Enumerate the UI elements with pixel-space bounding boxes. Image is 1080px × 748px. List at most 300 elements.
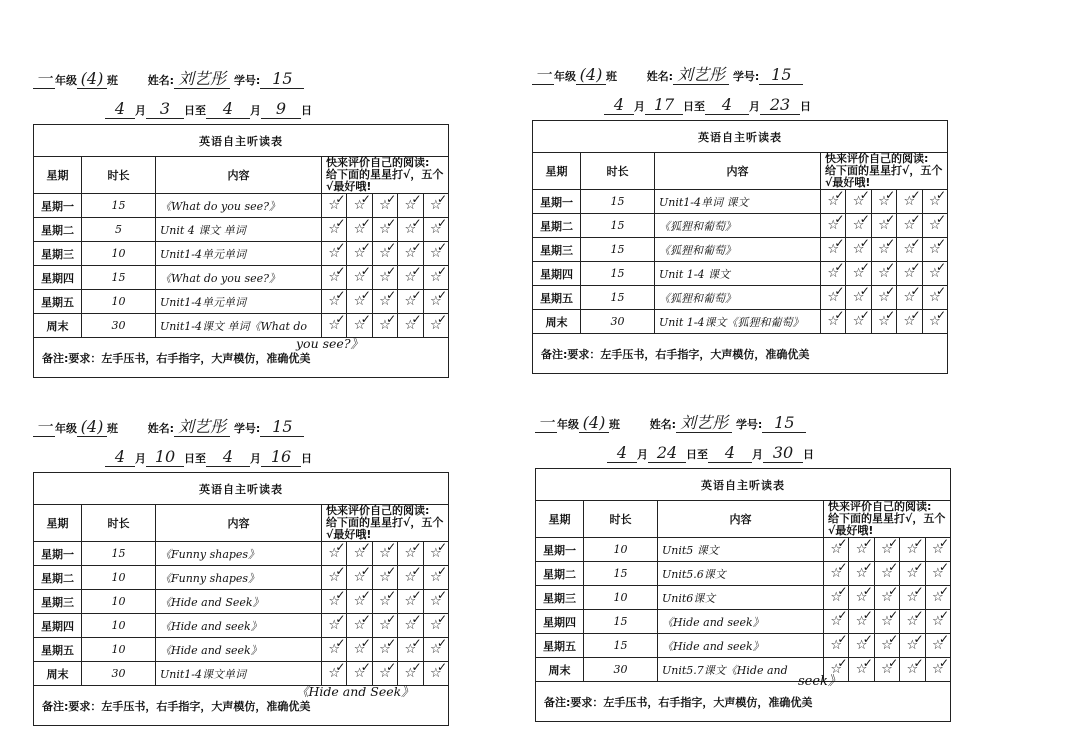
star-checkbox[interactable]: [871, 190, 896, 214]
content-text: 《狐狸和葡萄》: [659, 219, 736, 233]
check-mark-icon: ✓: [837, 584, 848, 598]
star-checkbox[interactable]: [900, 634, 925, 658]
star-checkbox[interactable]: [824, 610, 849, 634]
star-icon: ☆: [328, 642, 341, 657]
month-label: 月: [250, 452, 261, 465]
star-checkbox[interactable]: [821, 214, 846, 238]
star-checkbox[interactable]: [347, 662, 372, 686]
star-checkbox[interactable]: [846, 310, 871, 334]
check-mark-icon: ✓: [335, 288, 346, 302]
star-checkbox[interactable]: [874, 610, 899, 634]
star-checkbox[interactable]: [922, 190, 947, 214]
star-checkbox[interactable]: [925, 538, 950, 562]
day-to-label: 日至: [683, 100, 705, 113]
table-title: 英语自主听读表: [533, 121, 948, 153]
star-icon: ☆: [881, 662, 893, 677]
content-cell: [655, 238, 821, 262]
star-checkbox[interactable]: [372, 566, 397, 590]
star-checkbox[interactable]: [821, 238, 846, 262]
star-checkbox[interactable]: [849, 610, 874, 634]
star-checkbox[interactable]: [322, 614, 347, 638]
star-checkbox[interactable]: [900, 610, 925, 634]
star-checkbox[interactable]: [846, 190, 871, 214]
reading-log-table: [535, 468, 951, 722]
star-checkbox[interactable]: [423, 218, 448, 242]
star-checkbox[interactable]: [372, 314, 397, 338]
star-checkbox[interactable]: [900, 538, 925, 562]
star-icon: ☆: [328, 198, 341, 213]
content-cell: [156, 638, 322, 662]
star-icon: ☆: [353, 642, 366, 657]
star-icon: ☆: [328, 546, 341, 561]
check-mark-icon: ✓: [436, 288, 447, 302]
star-icon: ☆: [928, 194, 941, 209]
notes-row: [536, 674, 951, 722]
star-checkbox[interactable]: [347, 314, 372, 338]
star-checkbox[interactable]: [874, 658, 899, 682]
check-mark-icon: ✓: [938, 584, 949, 598]
table-row: [536, 634, 951, 658]
weekday-cell: 周末: [533, 310, 581, 334]
star-checkbox[interactable]: [925, 634, 950, 658]
star-checkbox[interactable]: [423, 266, 448, 290]
star-checkbox[interactable]: [824, 562, 849, 586]
weekday-cell: 星期二: [34, 218, 82, 242]
star-icon: ☆: [353, 318, 366, 333]
star-checkbox[interactable]: [922, 214, 947, 238]
star-checkbox[interactable]: [322, 194, 347, 218]
notes-row: [34, 338, 449, 378]
star-icon: ☆: [404, 270, 417, 285]
class-value: (4): [579, 414, 609, 433]
star-checkbox[interactable]: [423, 614, 448, 638]
table-row: [34, 614, 449, 638]
star-checkbox[interactable]: [347, 566, 372, 590]
content-text: 《What do you see?》: [160, 271, 281, 285]
weekday-cell: 星期四: [34, 266, 82, 290]
star-icon: ☆: [353, 270, 366, 285]
star-checkbox[interactable]: [372, 614, 397, 638]
check-mark-icon: ✓: [935, 188, 946, 202]
star-checkbox[interactable]: [849, 586, 874, 610]
star-icon: ☆: [903, 266, 916, 281]
weekday-cell: 周末: [34, 314, 82, 338]
star-icon: ☆: [928, 218, 941, 233]
star-icon: ☆: [353, 198, 366, 213]
star-checkbox[interactable]: [874, 562, 899, 586]
content-cell: [156, 194, 322, 218]
eval-line-2: 给下面的星星打√，五个√最好哦!: [828, 512, 946, 537]
star-icon: ☆: [878, 218, 890, 233]
star-checkbox[interactable]: [846, 238, 871, 262]
star-checkbox[interactable]: [398, 590, 423, 614]
star-checkbox[interactable]: [824, 634, 849, 658]
star-icon: ☆: [855, 566, 868, 581]
star-checkbox[interactable]: [322, 590, 347, 614]
check-mark-icon: ✓: [834, 212, 845, 226]
star-checkbox[interactable]: [423, 566, 448, 590]
star-checkbox[interactable]: [922, 310, 947, 334]
check-mark-icon: ✓: [386, 636, 397, 650]
content-cell: [156, 662, 414, 699]
star-checkbox[interactable]: [372, 218, 397, 242]
star-icon: ☆: [429, 642, 442, 657]
check-mark-icon: ✓: [386, 216, 397, 230]
star-checkbox[interactable]: [871, 262, 896, 286]
star-checkbox[interactable]: [871, 286, 896, 310]
star-icon: ☆: [404, 642, 417, 657]
star-checkbox[interactable]: [398, 662, 423, 686]
star-checkbox[interactable]: [372, 662, 397, 686]
student-no-value: 15: [260, 70, 304, 89]
content-cell: [655, 214, 821, 238]
star-checkbox[interactable]: [423, 542, 448, 566]
star-checkbox[interactable]: [897, 214, 922, 238]
star-icon: ☆: [429, 270, 442, 285]
star-checkbox[interactable]: [874, 538, 899, 562]
star-checkbox[interactable]: [347, 194, 372, 218]
table-row: [34, 218, 449, 242]
star-checkbox[interactable]: [849, 538, 874, 562]
check-mark-icon: ✓: [935, 236, 946, 250]
grade-value: 一: [535, 414, 557, 433]
self-evaluation-header: [322, 157, 449, 194]
star-checkbox[interactable]: [398, 290, 423, 314]
check-mark-icon: ✓: [913, 656, 924, 670]
check-mark-icon: ✓: [862, 608, 873, 622]
star-checkbox[interactable]: [922, 286, 947, 310]
content-cell: [658, 538, 824, 562]
star-checkbox[interactable]: [925, 610, 950, 634]
content-cell: [156, 542, 322, 566]
star-checkbox[interactable]: [322, 566, 347, 590]
check-mark-icon: ✓: [386, 564, 397, 578]
check-mark-icon: ✓: [411, 192, 422, 206]
star-checkbox[interactable]: [824, 538, 849, 562]
star-checkbox[interactable]: [423, 194, 448, 218]
check-mark-icon: ✓: [834, 236, 845, 250]
star-icon: ☆: [353, 570, 366, 585]
star-icon: ☆: [878, 266, 890, 281]
star-icon: ☆: [830, 614, 843, 629]
content-header: 内容: [156, 157, 322, 194]
star-checkbox[interactable]: [347, 590, 372, 614]
star-checkbox[interactable]: [398, 542, 423, 566]
star-checkbox[interactable]: [849, 562, 874, 586]
check-mark-icon: ✓: [935, 212, 946, 226]
eval-line-2: 给下面的星星打√，五个√最好哦!: [326, 168, 444, 193]
star-checkbox[interactable]: [322, 542, 347, 566]
star-checkbox[interactable]: [900, 658, 925, 682]
notes-label: 备注:: [544, 695, 571, 709]
star-icon: ☆: [852, 314, 865, 329]
star-checkbox[interactable]: [347, 266, 372, 290]
star-checkbox[interactable]: [322, 638, 347, 662]
star-checkbox[interactable]: [900, 562, 925, 586]
table-row: [536, 658, 951, 682]
star-checkbox[interactable]: [423, 314, 448, 338]
weekday-cell: 星期五: [34, 638, 82, 662]
duration-cell: 10: [82, 242, 156, 266]
content-text: Unit 4 课文 单词: [160, 223, 246, 237]
star-checkbox[interactable]: [322, 218, 347, 242]
check-mark-icon: ✓: [837, 608, 848, 622]
student-info-line: [33, 418, 449, 437]
star-checkbox[interactable]: [347, 218, 372, 242]
check-mark-icon: ✓: [360, 216, 371, 230]
content-header: 内容: [658, 501, 824, 538]
star-icon: ☆: [379, 546, 391, 561]
check-mark-icon: ✓: [335, 240, 346, 254]
star-icon: ☆: [379, 222, 391, 237]
star-checkbox[interactable]: [372, 638, 397, 662]
check-mark-icon: ✓: [436, 264, 447, 278]
star-checkbox[interactable]: [849, 634, 874, 658]
star-checkbox[interactable]: [398, 314, 423, 338]
star-icon: ☆: [429, 222, 442, 237]
star-checkbox[interactable]: [322, 266, 347, 290]
star-checkbox[interactable]: [897, 190, 922, 214]
weekday-cell: 星期五: [34, 290, 82, 314]
star-checkbox[interactable]: [398, 266, 423, 290]
notes-label: 备注:: [541, 347, 568, 361]
star-icon: ☆: [404, 546, 417, 561]
table-row: [34, 542, 449, 566]
star-checkbox[interactable]: [821, 190, 846, 214]
star-icon: ☆: [429, 570, 442, 585]
star-checkbox[interactable]: [897, 310, 922, 334]
star-checkbox[interactable]: [423, 290, 448, 314]
star-checkbox[interactable]: [922, 238, 947, 262]
star-checkbox[interactable]: [398, 638, 423, 662]
star-checkbox[interactable]: [925, 658, 950, 682]
end-day: 16: [261, 448, 301, 467]
star-checkbox[interactable]: [871, 310, 896, 334]
eval-line-1: 快来评价自己的阅读:: [828, 500, 932, 513]
table-row: [34, 566, 449, 590]
duration-cell: 10: [82, 614, 156, 638]
star-checkbox[interactable]: [846, 214, 871, 238]
duration-header: 时长: [584, 501, 658, 538]
star-checkbox[interactable]: [322, 314, 347, 338]
star-checkbox[interactable]: [322, 242, 347, 266]
star-icon: ☆: [429, 546, 442, 561]
star-icon: ☆: [328, 666, 341, 681]
star-icon: ☆: [328, 318, 341, 333]
check-mark-icon: ✓: [386, 612, 397, 626]
check-mark-icon: ✓: [360, 192, 371, 206]
table-row: [34, 590, 449, 614]
self-evaluation-header: [821, 153, 948, 190]
content-cell: [655, 286, 821, 310]
star-icon: ☆: [928, 242, 941, 257]
content-text: 《Hide and seek》: [160, 643, 262, 657]
weekday-cell: 星期二: [34, 566, 82, 590]
star-checkbox[interactable]: [846, 286, 871, 310]
star-checkbox[interactable]: [322, 662, 347, 686]
month-label: 月: [634, 100, 645, 113]
content-text: Unit1-4单词 课文: [659, 195, 749, 209]
check-mark-icon: ✓: [386, 588, 397, 602]
check-mark-icon: ✓: [910, 188, 921, 202]
content-text: Unit1-4单元单词: [160, 295, 247, 309]
star-checkbox[interactable]: [423, 590, 448, 614]
self-evaluation-header: [322, 505, 449, 542]
star-checkbox[interactable]: [347, 242, 372, 266]
star-icon: ☆: [429, 246, 442, 261]
table-row: [536, 538, 951, 562]
star-checkbox[interactable]: [398, 566, 423, 590]
content-cell: [156, 314, 364, 351]
star-checkbox[interactable]: [398, 194, 423, 218]
check-mark-icon: ✓: [386, 660, 397, 674]
check-mark-icon: ✓: [360, 588, 371, 602]
content-cell: [156, 614, 322, 638]
star-checkbox[interactable]: [874, 634, 899, 658]
star-checkbox[interactable]: [347, 542, 372, 566]
star-checkbox[interactable]: [372, 266, 397, 290]
star-icon: ☆: [878, 314, 890, 329]
check-mark-icon: ✓: [913, 608, 924, 622]
star-checkbox[interactable]: [372, 194, 397, 218]
check-mark-icon: ✓: [935, 308, 946, 322]
duration-cell: 15: [82, 542, 156, 566]
star-checkbox[interactable]: [372, 242, 397, 266]
grade-value: 一: [532, 66, 554, 85]
student-no-value: 15: [762, 414, 806, 433]
grade-label: 年级: [55, 422, 77, 435]
weekday-header: 星期: [536, 501, 584, 538]
star-checkbox[interactable]: [925, 562, 950, 586]
star-checkbox[interactable]: [922, 262, 947, 286]
grade-value: 一: [33, 418, 55, 437]
check-mark-icon: ✓: [436, 636, 447, 650]
star-icon: ☆: [830, 638, 843, 653]
star-icon: ☆: [903, 290, 916, 305]
star-checkbox[interactable]: [871, 238, 896, 262]
star-checkbox[interactable]: [821, 262, 846, 286]
star-checkbox[interactable]: [372, 290, 397, 314]
star-checkbox[interactable]: [849, 658, 874, 682]
star-checkbox[interactable]: [821, 310, 846, 334]
star-icon: ☆: [379, 642, 391, 657]
star-icon: ☆: [852, 218, 865, 233]
weekday-cell: 星期二: [536, 562, 584, 586]
star-icon: ☆: [353, 246, 366, 261]
check-mark-icon: ✓: [436, 588, 447, 602]
star-checkbox[interactable]: [423, 662, 448, 686]
star-icon: ☆: [379, 570, 391, 585]
check-mark-icon: ✓: [938, 608, 949, 622]
student-no-label: 学号:: [732, 70, 760, 83]
weekday-cell: 周末: [536, 658, 584, 682]
content-header: 内容: [156, 505, 322, 542]
star-checkbox[interactable]: [900, 586, 925, 610]
table-title: 英语自主听读表: [34, 473, 449, 505]
end-month: 4: [206, 448, 250, 467]
star-checkbox[interactable]: [423, 242, 448, 266]
star-checkbox[interactable]: [398, 242, 423, 266]
star-icon: ☆: [852, 290, 865, 305]
star-icon: ☆: [830, 542, 843, 557]
requirement-text: 要求：左手压书，右手指字，大声模仿，准确优美: [570, 695, 813, 709]
check-mark-icon: ✓: [913, 632, 924, 646]
star-checkbox[interactable]: [846, 262, 871, 286]
star-icon: ☆: [903, 314, 916, 329]
eval-line-1: 快来评价自己的阅读:: [825, 152, 929, 165]
duration-cell: 10: [82, 590, 156, 614]
star-checkbox[interactable]: [423, 638, 448, 662]
content-cell: [655, 262, 821, 286]
check-mark-icon: ✓: [834, 284, 845, 298]
star-checkbox[interactable]: [398, 218, 423, 242]
star-checkbox[interactable]: [322, 290, 347, 314]
star-checkbox[interactable]: [897, 286, 922, 310]
star-icon: ☆: [852, 266, 865, 281]
star-checkbox[interactable]: [347, 614, 372, 638]
weekday-cell: 星期一: [533, 190, 581, 214]
reading-log-table: [33, 124, 449, 378]
check-mark-icon: ✓: [935, 284, 946, 298]
star-checkbox[interactable]: [398, 614, 423, 638]
check-mark-icon: ✓: [360, 660, 371, 674]
check-mark-icon: ✓: [938, 560, 949, 574]
star-icon: ☆: [404, 198, 417, 213]
star-checkbox[interactable]: [897, 262, 922, 286]
check-mark-icon: ✓: [386, 192, 397, 206]
star-checkbox[interactable]: [372, 590, 397, 614]
check-mark-icon: ✓: [436, 216, 447, 230]
star-checkbox[interactable]: [925, 586, 950, 610]
check-mark-icon: ✓: [335, 588, 346, 602]
check-mark-icon: ✓: [411, 312, 422, 326]
notes-row: [533, 334, 948, 374]
star-icon: ☆: [353, 618, 366, 633]
star-checkbox[interactable]: [821, 286, 846, 310]
content-cell: [658, 610, 824, 634]
content-text: 《狐狸和葡萄》: [659, 291, 736, 305]
star-checkbox[interactable]: [897, 238, 922, 262]
eval-line-1: 快来评价自己的阅读:: [326, 156, 430, 169]
star-checkbox[interactable]: [824, 586, 849, 610]
start-month: 4: [604, 96, 634, 115]
check-mark-icon: ✓: [885, 284, 896, 298]
content-text: 《What do you see?》: [160, 199, 281, 213]
check-mark-icon: ✓: [837, 560, 848, 574]
class-value: (4): [77, 70, 107, 89]
star-icon: ☆: [328, 618, 341, 633]
date-range-line: [33, 100, 449, 119]
weekday-header: 星期: [34, 505, 82, 542]
star-checkbox[interactable]: [372, 542, 397, 566]
content-extra-text: 《Hide and Seek》: [296, 684, 414, 699]
star-icon: ☆: [855, 542, 868, 557]
star-icon: ☆: [830, 662, 843, 677]
star-checkbox[interactable]: [347, 290, 372, 314]
content-text: 《Funny shapes》: [160, 571, 260, 585]
star-icon: ☆: [881, 590, 893, 605]
star-icon: ☆: [379, 318, 391, 333]
requirement-text: 要求：左手压书，右手指字，大声模仿，准确优美: [68, 699, 311, 713]
star-icon: ☆: [328, 594, 341, 609]
star-checkbox[interactable]: [874, 586, 899, 610]
table-title: 英语自主听读表: [34, 125, 449, 157]
check-mark-icon: ✓: [888, 632, 899, 646]
eval-line-2: 给下面的星星打√，五个√最好哦!: [326, 516, 444, 541]
star-checkbox[interactable]: [347, 638, 372, 662]
star-checkbox[interactable]: [871, 214, 896, 238]
star-icon: ☆: [881, 638, 893, 653]
